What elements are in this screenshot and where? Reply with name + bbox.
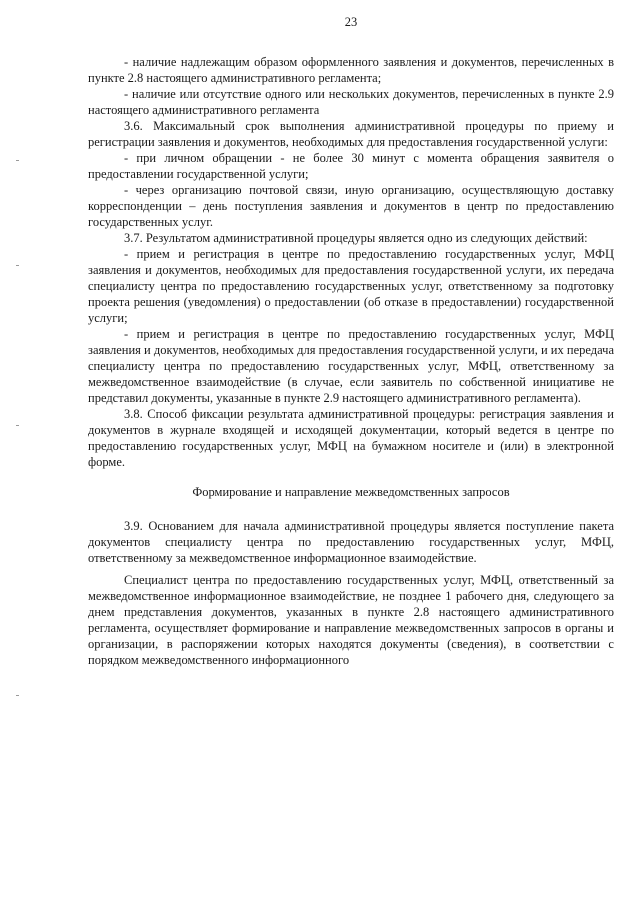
margin-tick-mark — [16, 160, 19, 161]
paragraph-result-option-2: - прием и регистрация в центре по предоставлению государственных услуг, МФЦ заявления и документов, необходимых для предоставления государственной услуги, и их передача специалисту центра по предоставлению государственных услуг, МФЦ, ответственному за межведомственное взаимодействие (в случае, если заявитель по собственной инициативе не представил документы, указанные в пункте 2.9 настоящего административного регламента). — [88, 327, 614, 405]
margin-tick-mark — [16, 695, 19, 696]
paragraph-personal-visit: - при личном обращении - не более 30 минут с момента обращения заявителя о предоставлении государственной услуги; — [88, 151, 614, 181]
page-number: 23 — [344, 15, 358, 29]
paragraph-result-option-1: - прием и регистрация в центре по предоставлению государственных услуг, МФЦ заявления и документов, необходимых для предоставления государственной услуги, их передача специалисту центра по предоставлению государственных услуг, ответственному за подготовку проекта решения (уведомления) о предоставлении (об отказе в предоставлении) государственной услуги; — [88, 247, 614, 325]
paragraph-postal-delivery: - через организацию почтовой связи, иную организацию, осуществляющую доставку корреспонденции – день поступления заявления и документов в центр по предоставлению государственных услуг. — [88, 183, 614, 229]
margin-tick-mark — [16, 425, 19, 426]
paragraph-3-8: 3.8. Способ фиксации результата административной процедуры: регистрация заявления и документов в журнале входящей и исходящей документации, который ведется в центре по предоставлению государственных услуг, МФЦ на бумажном носителе и (или) в электронной форме. — [88, 407, 614, 469]
paragraph-specialist-duties: Специалист центра по предоставлению государственных услуг, МФЦ, ответственный за межведомственное информационное взаимодействие, не позднее 1 рабочего дня, следующего за днем представления документов, указанных в пункте 2.8 настоящего административного регламента, осуществляет формирование и направление межведомственных запросов в органы и организации, в распоряжении которых находятся документы (сведения), в соответствии с порядком межведомственного информационного — [88, 573, 614, 667]
paragraph-3-9: 3.9. Основанием для начала административной процедуры является поступление пакета документов специалисту центра по предоставлению государственных услуг, МФЦ, ответственному за межведомственное информационное взаимодействие. — [88, 519, 614, 565]
paragraph-item-list-2-9: - наличие или отсутствие одного или нескольких документов, перечисленных в пункте 2.9 настоящего административного регламента — [88, 87, 614, 117]
paragraph-3-7: 3.7. Результатом административной процедуры является одно из следующих действий: — [124, 231, 588, 245]
paragraph-3-6: 3.6. Максимальный срок выполнения административной процедуры по приему и регистрации заявления и документов, необходимых для предоставления государственной услуги: — [88, 119, 614, 149]
paragraph-item-list-2-8: - наличие надлежащим образом оформленного заявления и документов, перечисленных в пункте 2.8 настоящего административного регламента; — [88, 55, 614, 85]
margin-tick-mark — [16, 265, 19, 266]
section-heading: Формирование и направление межведомственных запросов — [192, 485, 510, 499]
